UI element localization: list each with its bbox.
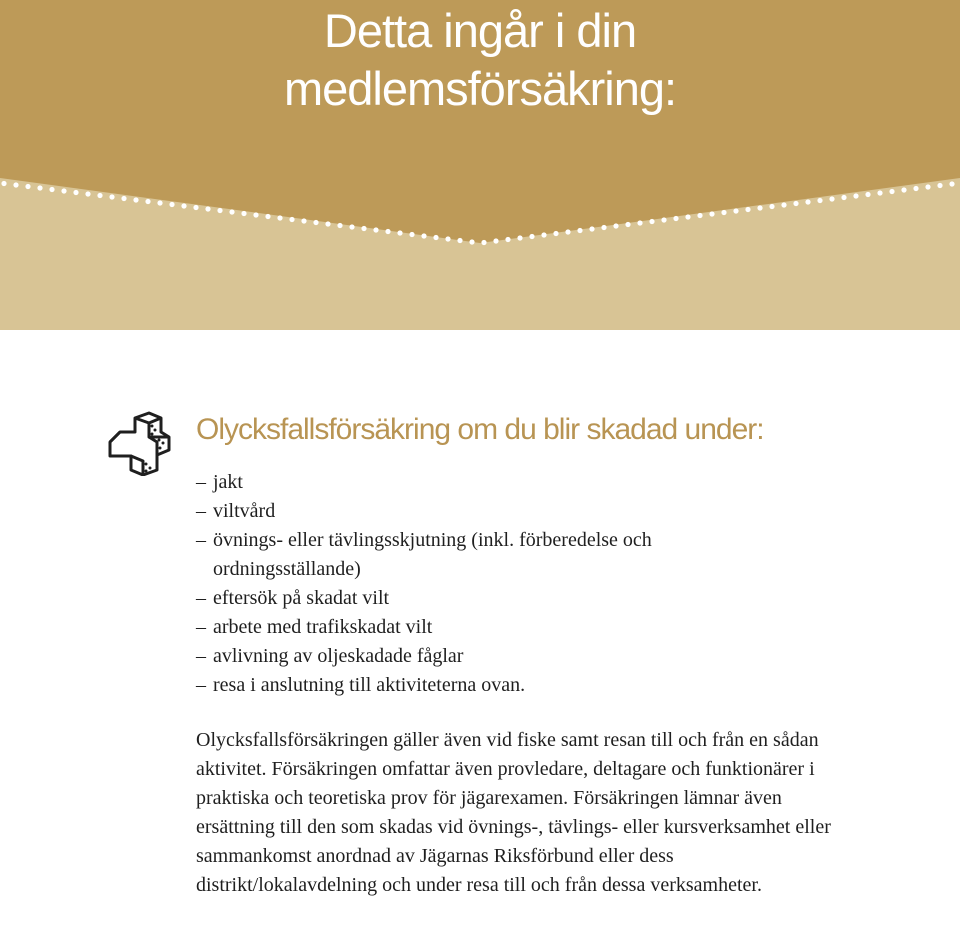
divider-dot bbox=[445, 236, 450, 241]
divider-dot bbox=[625, 222, 630, 227]
list-item-text: jakt bbox=[213, 471, 243, 493]
divider-dot bbox=[301, 218, 306, 223]
divider-dot bbox=[61, 188, 66, 193]
divider-dot bbox=[565, 229, 570, 234]
list-dash: – bbox=[196, 529, 206, 551]
list-dash: – bbox=[196, 616, 206, 638]
divider-dot bbox=[121, 196, 126, 201]
divider-dot bbox=[205, 206, 210, 211]
list-dash: – bbox=[196, 674, 206, 696]
divider-dot bbox=[493, 238, 498, 243]
divider-dot bbox=[733, 208, 738, 213]
divider-dot bbox=[709, 211, 714, 216]
divider-dot bbox=[169, 202, 174, 207]
divider-dot bbox=[229, 209, 234, 214]
section-heading: Olycksfallsförsäkring om du blir skadad under: bbox=[196, 413, 764, 446]
divider-dot bbox=[637, 220, 642, 225]
divider-dot bbox=[949, 181, 954, 186]
list-item-text: viltvård bbox=[213, 500, 276, 522]
title-line-2: medlemsförsäkring: bbox=[283, 62, 677, 115]
divider-dot bbox=[601, 225, 606, 230]
divider-dot bbox=[133, 197, 138, 202]
divider-dot bbox=[1, 181, 6, 186]
divider-dot bbox=[517, 235, 522, 240]
divider-dot bbox=[85, 191, 90, 196]
divider-dot bbox=[13, 182, 18, 187]
divider-dot bbox=[373, 227, 378, 232]
list-dash: – bbox=[196, 500, 206, 522]
list-item bbox=[196, 671, 773, 700]
divider-dot bbox=[157, 200, 162, 205]
medical-cross-icon bbox=[106, 408, 172, 476]
divider-dot bbox=[937, 183, 942, 188]
list-item bbox=[196, 584, 773, 613]
divider-dot bbox=[325, 221, 330, 226]
divider-dot bbox=[529, 234, 534, 239]
list-dash: – bbox=[196, 471, 206, 493]
divider-dot bbox=[193, 205, 198, 210]
divider-dot bbox=[217, 208, 222, 213]
divider-dot bbox=[49, 187, 54, 192]
list-item bbox=[196, 642, 773, 671]
divider-dot bbox=[817, 198, 822, 203]
divider-dot bbox=[697, 213, 702, 218]
divider-dot bbox=[769, 204, 774, 209]
divider-dot bbox=[457, 238, 462, 243]
divider-dot bbox=[505, 237, 510, 242]
divider-dot bbox=[409, 232, 414, 237]
divider-dot bbox=[277, 215, 282, 220]
list-item bbox=[196, 526, 773, 584]
divider-dot bbox=[349, 224, 354, 229]
divider-dot bbox=[673, 216, 678, 221]
list-item bbox=[196, 613, 773, 642]
divider-dot bbox=[877, 190, 882, 195]
divider-dot bbox=[37, 185, 42, 190]
divider-dot bbox=[901, 187, 906, 192]
list-item-text: övnings- eller tävlingsskjutning (inkl. förberedelse och ordningsställande) bbox=[213, 529, 652, 580]
divider-dot bbox=[781, 202, 786, 207]
divider-dot bbox=[853, 193, 858, 198]
divider-dot bbox=[397, 230, 402, 235]
divider-dot bbox=[97, 193, 102, 198]
divider-dot bbox=[745, 207, 750, 212]
divider-dot bbox=[925, 184, 930, 189]
divider-dot bbox=[829, 196, 834, 201]
body-paragraph: Olycksfallsförsäkringen gäller även vid fiske samt resan till och från en sådan aktivitet. Försäkringen omfattar även provledare, deltagare och funktionärer i praktiska och teoretiska prov för jägarexamen. Försäkringen lämnar även ersättning till den som skadas vid övnings-, tävlings- eller kursverksamhet eller sammankomst anordnad av Jägarnas Riksförbund eller dess distrikt/lokalavdelning och under resa till och från dessa verksamheter. bbox=[196, 729, 831, 896]
divider-dot bbox=[385, 229, 390, 234]
divider-dot bbox=[481, 240, 486, 245]
divider-dot bbox=[253, 212, 258, 217]
list-dash: – bbox=[196, 587, 206, 609]
list-dash: – bbox=[196, 645, 206, 667]
list-item-text: resa i anslutning till aktiviteterna ovan. bbox=[213, 674, 526, 696]
divider-dot bbox=[577, 228, 582, 233]
list-item bbox=[196, 468, 773, 497]
divider-dot bbox=[541, 232, 546, 237]
divider-dot bbox=[73, 190, 78, 195]
divider-dot bbox=[757, 205, 762, 210]
divider-dot bbox=[793, 201, 798, 206]
divider-dot bbox=[361, 226, 366, 231]
divider-dot bbox=[337, 223, 342, 228]
divider-dot bbox=[109, 194, 114, 199]
divider-dot bbox=[889, 189, 894, 194]
divider-dot bbox=[865, 192, 870, 197]
divider-dot bbox=[553, 231, 558, 236]
divider-dot bbox=[145, 199, 150, 204]
list-item bbox=[196, 497, 773, 526]
divider-dot bbox=[25, 184, 30, 189]
divider-dot bbox=[685, 214, 690, 219]
divider-dot bbox=[721, 210, 726, 215]
page-title bbox=[0, 2, 960, 118]
divider-dot bbox=[421, 233, 426, 238]
divider-dot bbox=[913, 186, 918, 191]
list-item-text: avlivning av oljeskadade fåglar bbox=[213, 645, 464, 667]
header-banner bbox=[0, 0, 960, 330]
divider-dot bbox=[433, 235, 438, 240]
divider-dot bbox=[289, 217, 294, 222]
divider-dot bbox=[313, 220, 318, 225]
list-item-text: eftersök på skadat vilt bbox=[213, 587, 390, 609]
divider-dot bbox=[661, 217, 666, 222]
divider-dot bbox=[589, 226, 594, 231]
list-item-text: arbete med trafikskadat vilt bbox=[213, 616, 433, 638]
divider-dot bbox=[265, 214, 270, 219]
coverage-list bbox=[196, 468, 773, 700]
divider-dot bbox=[469, 239, 474, 244]
divider-dot bbox=[805, 199, 810, 204]
divider-dot bbox=[841, 195, 846, 200]
divider-dot bbox=[649, 219, 654, 224]
title-line-1: Detta ingår i din bbox=[323, 4, 637, 57]
divider-dot bbox=[241, 211, 246, 216]
divider-dot bbox=[613, 223, 618, 228]
divider-dot bbox=[181, 203, 186, 208]
